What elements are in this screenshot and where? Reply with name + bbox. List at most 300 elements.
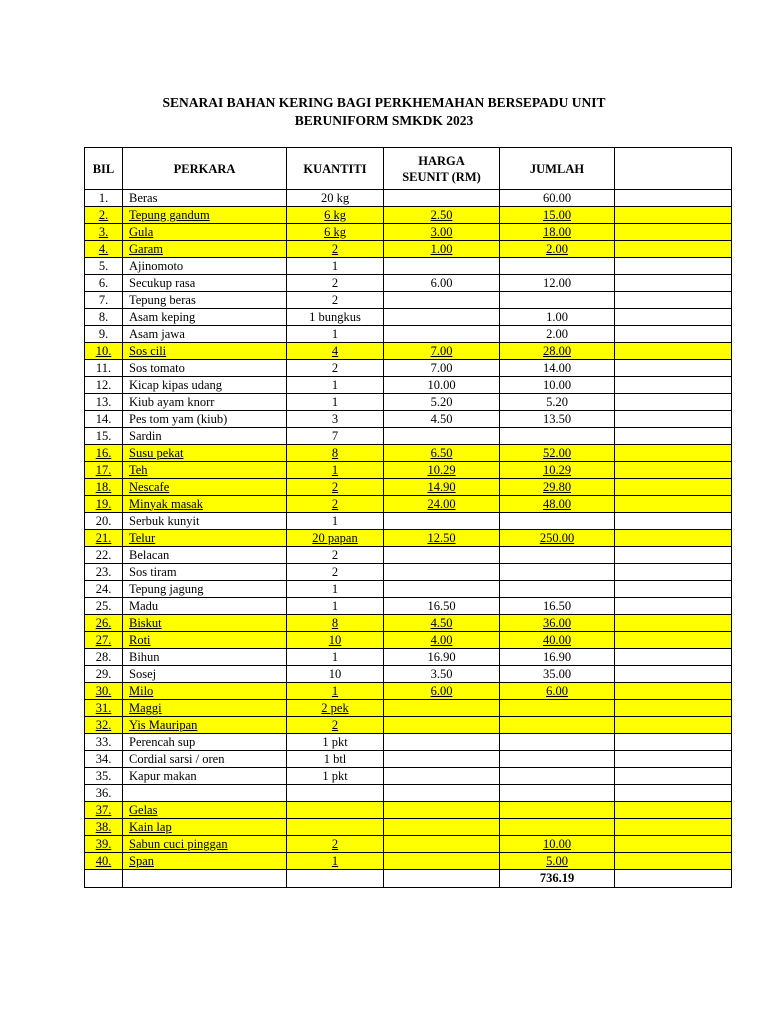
- row-bil-text: 25.: [95, 598, 112, 613]
- row-item: [123, 360, 287, 377]
- row-blank: [615, 241, 732, 258]
- table-row: [85, 700, 732, 717]
- row-total-text: 250.00: [539, 530, 575, 545]
- row-bil-text: 28.: [95, 649, 112, 664]
- row-item: [123, 632, 287, 649]
- row-unit-price-text: 6.00: [430, 275, 453, 290]
- row-total: [500, 564, 615, 581]
- row-quantity: [287, 649, 384, 666]
- row-bil: [85, 394, 123, 411]
- row-blank: [615, 734, 732, 751]
- title-line-2: BERUNIFORM SMKDK 2023: [294, 113, 474, 128]
- table-row: [85, 360, 732, 377]
- row-total: [500, 411, 615, 428]
- row-total: [500, 241, 615, 258]
- row-total: [500, 836, 615, 853]
- row-item-text: Perencah sup: [129, 734, 196, 749]
- row-bil-text: 17.: [95, 462, 112, 477]
- row-unit-price: [384, 326, 500, 343]
- row-unit-price-text: 24.00: [427, 496, 456, 511]
- row-unit-price-text: 3.50: [430, 666, 453, 681]
- row-total: [500, 632, 615, 649]
- row-unit-price: [384, 258, 500, 275]
- row-item-text: Milo: [129, 683, 154, 698]
- row-unit-price: [384, 598, 500, 615]
- row-bil: [85, 819, 123, 836]
- row-bil: [85, 258, 123, 275]
- row-item-text: Bihun: [129, 649, 160, 664]
- table-row: [85, 462, 732, 479]
- row-bil-text: 6.: [98, 275, 109, 290]
- row-unit-price: [384, 819, 500, 836]
- table-body: [85, 190, 732, 870]
- row-item: [123, 496, 287, 513]
- table-row: [85, 598, 732, 615]
- row-quantity-text: 10: [328, 632, 342, 647]
- row-blank: [615, 768, 732, 785]
- row-unit-price: [384, 632, 500, 649]
- row-bil-text: 38.: [95, 819, 112, 834]
- row-blank: [615, 326, 732, 343]
- row-blank: [615, 547, 732, 564]
- row-item-text: Kicap kipas udang: [129, 377, 223, 392]
- row-blank: [615, 513, 732, 530]
- row-quantity: [287, 734, 384, 751]
- row-item: [123, 547, 287, 564]
- row-bil: [85, 428, 123, 445]
- header-kuantiti: KUANTITI: [287, 148, 384, 190]
- row-unit-price: [384, 785, 500, 802]
- row-bil-text: 1.: [98, 190, 109, 205]
- row-blank: [615, 428, 732, 445]
- row-bil-text: 19.: [95, 496, 112, 511]
- row-total-text: 15.00: [542, 207, 572, 222]
- row-item: [123, 411, 287, 428]
- total-bil-cell: [85, 870, 123, 888]
- title-line-1: SENARAI BAHAN KERING BAGI PERKHEMAHAN BERSEPADU UNIT: [162, 95, 606, 110]
- row-quantity: [287, 360, 384, 377]
- row-item-text: Sos tiram: [129, 564, 177, 579]
- row-item: [123, 258, 287, 275]
- row-unit-price: [384, 717, 500, 734]
- row-quantity-text: 2: [331, 292, 339, 307]
- row-blank: [615, 530, 732, 547]
- row-quantity-text: 2: [331, 275, 339, 290]
- row-quantity: [287, 615, 384, 632]
- row-total: [500, 513, 615, 530]
- row-item-text: Cordial sarsi / oren: [129, 751, 225, 766]
- row-bil: [85, 802, 123, 819]
- row-blank: [615, 190, 732, 207]
- row-bil-text: 8.: [98, 309, 109, 324]
- row-total: [500, 343, 615, 360]
- row-quantity: [287, 496, 384, 513]
- header-harga-line-2: SEUNIT (RM): [402, 169, 481, 184]
- row-total: [500, 360, 615, 377]
- row-item: [123, 683, 287, 700]
- row-total: [500, 275, 615, 292]
- row-bil: [85, 224, 123, 241]
- row-total-text: 35.00: [542, 666, 572, 681]
- row-quantity-text: 1 btl: [323, 751, 347, 766]
- table-row: [85, 496, 732, 513]
- total-price-cell: [384, 870, 500, 888]
- row-unit-price: [384, 581, 500, 598]
- row-blank: [615, 275, 732, 292]
- row-unit-price-text: 16.90: [427, 649, 456, 664]
- row-blank: [615, 360, 732, 377]
- row-unit-price: [384, 649, 500, 666]
- row-quantity: [287, 292, 384, 309]
- row-unit-price: [384, 224, 500, 241]
- row-blank: [615, 632, 732, 649]
- row-total: [500, 326, 615, 343]
- row-total-text: 5.00: [546, 853, 568, 868]
- row-item-text: Sardin: [129, 428, 162, 443]
- row-item-text: Pes tom yam (kiub): [129, 411, 228, 426]
- row-total: [500, 853, 615, 870]
- table-row: [85, 734, 732, 751]
- row-item-text: Beras: [129, 190, 158, 205]
- row-item-text: Sos cili: [129, 343, 167, 358]
- row-total: [500, 496, 615, 513]
- row-item: [123, 836, 287, 853]
- row-total: [500, 547, 615, 564]
- row-quantity-text: 8: [331, 445, 339, 460]
- table-row: [85, 836, 732, 853]
- row-quantity-text: 1: [331, 598, 339, 613]
- row-quantity-text: 3: [331, 411, 339, 426]
- row-quantity: [287, 598, 384, 615]
- row-quantity: [287, 547, 384, 564]
- row-bil: [85, 615, 123, 632]
- row-item-text: Minyak masak: [129, 496, 203, 511]
- table-row: [85, 751, 732, 768]
- row-quantity-text: 10: [328, 666, 342, 681]
- table-row: [85, 802, 732, 819]
- row-quantity-text: 1: [331, 462, 339, 477]
- row-total: [500, 700, 615, 717]
- table-row: [85, 581, 732, 598]
- row-unit-price: [384, 615, 500, 632]
- row-item: [123, 785, 287, 802]
- row-item-text: Span: [129, 853, 154, 868]
- row-item-text: Asam jawa: [129, 326, 185, 341]
- row-bil: [85, 377, 123, 394]
- row-item-text: Gula: [129, 224, 154, 239]
- row-item: [123, 530, 287, 547]
- row-total-text: 13.50: [542, 411, 572, 426]
- row-unit-price: [384, 190, 500, 207]
- row-bil-text: 39.: [95, 836, 112, 851]
- row-blank: [615, 649, 732, 666]
- row-quantity-text: 6 kg: [324, 224, 346, 239]
- row-quantity: [287, 717, 384, 734]
- row-unit-price-text: 7.00: [430, 360, 453, 375]
- row-bil: [85, 649, 123, 666]
- row-blank: [615, 666, 732, 683]
- row-bil-text: 18.: [95, 479, 112, 494]
- row-quantity-text: 2 pek: [321, 700, 349, 715]
- row-total-text: 5.20: [546, 394, 568, 409]
- row-total-text: 10.00: [542, 836, 572, 851]
- row-quantity-text: 4: [331, 343, 339, 358]
- row-bil: [85, 666, 123, 683]
- row-blank: [615, 717, 732, 734]
- row-bil-text: 33.: [95, 734, 112, 749]
- row-item: [123, 292, 287, 309]
- row-bil-text: 24.: [95, 581, 112, 596]
- row-total: [500, 462, 615, 479]
- row-total-text: 40.00: [542, 632, 572, 647]
- row-quantity-text: 1: [331, 377, 339, 392]
- table-row: [85, 445, 732, 462]
- row-total-text: 36.00: [542, 615, 572, 630]
- row-bil: [85, 190, 123, 207]
- row-quantity: [287, 207, 384, 224]
- row-bil: [85, 241, 123, 258]
- row-quantity: [287, 768, 384, 785]
- row-total: [500, 802, 615, 819]
- table-row: [85, 768, 732, 785]
- row-bil-text: 12.: [95, 377, 112, 392]
- row-bil: [85, 309, 123, 326]
- row-bil: [85, 717, 123, 734]
- row-unit-price-text: 6.00: [430, 683, 453, 698]
- row-bil: [85, 530, 123, 547]
- row-blank: [615, 343, 732, 360]
- row-unit-price: [384, 768, 500, 785]
- row-bil-text: 22.: [95, 547, 112, 562]
- table-row: [85, 275, 732, 292]
- items-table: [84, 147, 732, 888]
- row-total: [500, 751, 615, 768]
- table-row: [85, 241, 732, 258]
- table-row: [85, 564, 732, 581]
- row-bil-text: 13.: [95, 394, 112, 409]
- row-unit-price: [384, 207, 500, 224]
- row-quantity-text: 2: [331, 496, 339, 511]
- row-unit-price-text: 7.00: [430, 343, 453, 358]
- table-row: [85, 853, 732, 870]
- row-blank: [615, 853, 732, 870]
- row-item: [123, 717, 287, 734]
- row-item: [123, 768, 287, 785]
- row-item: [123, 819, 287, 836]
- row-bil: [85, 836, 123, 853]
- row-bil: [85, 343, 123, 360]
- row-bil-text: 7.: [98, 292, 109, 307]
- row-quantity: [287, 802, 384, 819]
- table-row: [85, 309, 732, 326]
- row-quantity: [287, 479, 384, 496]
- row-item: [123, 581, 287, 598]
- row-bil-text: 5.: [98, 258, 109, 273]
- row-unit-price: [384, 564, 500, 581]
- row-item-text: Yis Mauripan: [129, 717, 198, 732]
- row-bil-text: 36.: [95, 785, 112, 800]
- row-quantity: [287, 411, 384, 428]
- row-unit-price: [384, 547, 500, 564]
- row-item: [123, 326, 287, 343]
- row-total: [500, 479, 615, 496]
- row-quantity-text: 8: [331, 615, 339, 630]
- table-row: [85, 224, 732, 241]
- row-bil-text: 29.: [95, 666, 112, 681]
- header-blank: [615, 148, 732, 190]
- row-quantity: [287, 836, 384, 853]
- row-quantity-text: 1: [331, 853, 339, 868]
- table-row: [85, 785, 732, 802]
- row-quantity-text: 7: [331, 428, 339, 443]
- row-unit-price: [384, 377, 500, 394]
- row-unit-price: [384, 309, 500, 326]
- row-bil-text: 16.: [95, 445, 112, 460]
- row-blank: [615, 479, 732, 496]
- row-quantity: [287, 564, 384, 581]
- row-item: [123, 241, 287, 258]
- row-item-text: Kain lap: [129, 819, 172, 834]
- row-quantity-text: 2: [331, 717, 339, 732]
- row-item: [123, 309, 287, 326]
- row-total: [500, 190, 615, 207]
- row-item: [123, 734, 287, 751]
- row-quantity-text: 1: [331, 394, 339, 409]
- row-blank: [615, 564, 732, 581]
- row-item-text: Secukup rasa: [129, 275, 196, 290]
- row-unit-price-text: 16.50: [427, 598, 456, 613]
- row-quantity: [287, 581, 384, 598]
- row-blank: [615, 598, 732, 615]
- row-item-text: Sos tomato: [129, 360, 185, 375]
- row-total-text: 2.00: [546, 241, 568, 256]
- row-bil: [85, 700, 123, 717]
- row-bil: [85, 581, 123, 598]
- row-total: [500, 258, 615, 275]
- row-blank: [615, 309, 732, 326]
- table-row: [85, 649, 732, 666]
- row-total-text: 29.80: [542, 479, 572, 494]
- row-quantity: [287, 394, 384, 411]
- row-unit-price-text: 6.50: [430, 445, 453, 460]
- row-total: [500, 428, 615, 445]
- row-item-text: Biskut: [129, 615, 162, 630]
- row-total: [500, 649, 615, 666]
- row-item: [123, 802, 287, 819]
- row-total-text: 60.00: [542, 190, 572, 205]
- row-total: [500, 683, 615, 700]
- row-total-text: 52.00: [542, 445, 572, 460]
- row-bil-text: 23.: [95, 564, 112, 579]
- row-total: [500, 785, 615, 802]
- row-total: [500, 768, 615, 785]
- row-quantity: [287, 530, 384, 547]
- row-blank: [615, 394, 732, 411]
- row-unit-price-text: 12.50: [427, 530, 456, 545]
- row-bil-text: 11.: [95, 360, 112, 375]
- row-item-text: Belacan: [129, 547, 170, 562]
- row-quantity-text: 1 pkt: [322, 768, 348, 783]
- table-row: [85, 479, 732, 496]
- row-unit-price: [384, 530, 500, 547]
- row-blank: [615, 445, 732, 462]
- row-unit-price: [384, 275, 500, 292]
- row-quantity: [287, 190, 384, 207]
- row-total-text: 10.29: [542, 462, 572, 477]
- row-quantity: [287, 445, 384, 462]
- row-item-text: Sosej: [129, 666, 157, 681]
- row-bil-text: 30.: [95, 683, 112, 698]
- row-unit-price-text: 4.00: [430, 632, 453, 647]
- row-unit-price: [384, 853, 500, 870]
- row-item-text: Kiub ayam knorr: [129, 394, 215, 409]
- row-bil: [85, 785, 123, 802]
- row-unit-price-text: 10.29: [427, 462, 456, 477]
- header-harga-line-1: HARGA: [418, 153, 465, 168]
- grand-total-value: 736.19: [500, 870, 615, 888]
- row-quantity: [287, 258, 384, 275]
- table-row: [85, 530, 732, 547]
- row-unit-price: [384, 394, 500, 411]
- row-total: [500, 734, 615, 751]
- row-blank: [615, 207, 732, 224]
- row-unit-price: [384, 445, 500, 462]
- row-blank: [615, 802, 732, 819]
- row-bil-text: 9.: [98, 326, 109, 341]
- total-blank-cell: [615, 870, 732, 888]
- table-row: [85, 819, 732, 836]
- table-row: [85, 513, 732, 530]
- row-item: [123, 700, 287, 717]
- row-total: [500, 581, 615, 598]
- row-blank: [615, 462, 732, 479]
- row-item-text: Susu pekat: [129, 445, 184, 460]
- row-total-text: 1.00: [546, 309, 568, 324]
- table-row: [85, 258, 732, 275]
- row-blank: [615, 819, 732, 836]
- row-quantity-text: 1: [331, 581, 339, 596]
- row-quantity-text: 20 papan: [312, 530, 358, 545]
- row-unit-price-text: 1.00: [430, 241, 453, 256]
- row-bil-text: 4.: [98, 241, 109, 256]
- row-item: [123, 564, 287, 581]
- row-item-text: Ajinomoto: [129, 258, 184, 273]
- row-quantity: [287, 224, 384, 241]
- row-unit-price: [384, 836, 500, 853]
- row-bil-text: 21.: [95, 530, 112, 545]
- row-bil: [85, 207, 123, 224]
- row-bil: [85, 598, 123, 615]
- row-unit-price: [384, 513, 500, 530]
- row-item: [123, 513, 287, 530]
- row-bil: [85, 853, 123, 870]
- row-unit-price: [384, 428, 500, 445]
- row-quantity-text: 1 pkt: [322, 734, 348, 749]
- row-quantity: [287, 377, 384, 394]
- row-quantity-text: 2: [331, 360, 339, 375]
- row-item-text: Tepung jagung: [129, 581, 204, 596]
- table-row: [85, 632, 732, 649]
- row-item: [123, 377, 287, 394]
- row-quantity: [287, 819, 384, 836]
- table-row: [85, 190, 732, 207]
- row-unit-price: [384, 462, 500, 479]
- row-blank: [615, 292, 732, 309]
- row-bil: [85, 768, 123, 785]
- row-blank: [615, 496, 732, 513]
- row-blank: [615, 377, 732, 394]
- row-bil-text: 14.: [95, 411, 112, 426]
